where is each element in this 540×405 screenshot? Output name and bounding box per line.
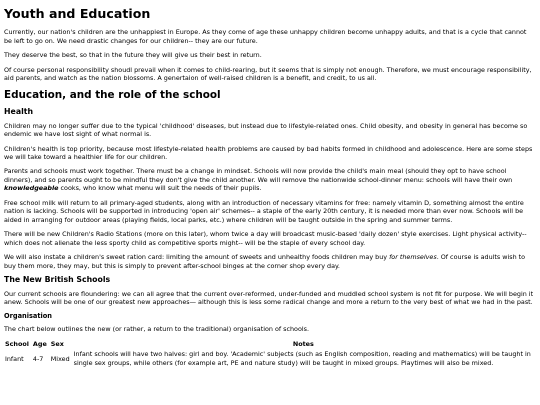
health-paragraph: Children's health is top priority, because most lifestyle-related health problems are caused by bad habits formed in childhood and adolescence. Here are some steps we will take toward a healthier life for our children. <box>4 144 533 161</box>
table-row <box>4 350 534 367</box>
column-header-age: Age <box>32 339 47 348</box>
meals-text: Parents and schools must work together. There must be a change in mindset. Schools will now provide the child's main meal (should they opt to have school dinners), and so parents ought to be mindful they don't give the child another. We will remove the nationwide school-dinner menu: schools will have their own <box>4 167 513 184</box>
health-paragraph: Free school milk will return to all primary-aged students, along with an introduction of necessary vitamins for free: namely vitamin D, something almost the entire nation is lacking. Schools will be supported in introducing 'open air' schemes-- a staple of the early 20th century, it is needed more than ever now. Schools will be aided in arranging for outdoor areas (playing fields, local parks, etc.) where children will be taught outside in the spring and summer terms. <box>4 198 524 224</box>
intro-paragraph: Currently, our nation's children are the unhappiest in Europe. As they come of age these unhappy children become unhappy adults, and that is a cycle that cannot be left to go on. We need drastic changes for our children-- they are our future. <box>4 28 527 45</box>
subsubsection-heading-organisation: Organisation <box>4 311 52 320</box>
column-header-notes: Notes <box>292 339 314 348</box>
sweets-text: . Of course is adults wish to buy them more, they may, but this is simply to prevent after-school binges at the corner shop every day. <box>4 253 526 270</box>
subsection-heading-health: Health <box>4 106 34 116</box>
cell-school: Infant <box>5 354 24 363</box>
cell-sex: Mixed <box>50 354 70 363</box>
health-paragraph: Children may no longer suffer due to the typical 'childhood' diseases, but instead due to lifestyle-related ones. Child obesity, and obesity in general has become so endemic we have lost sight of what normal is. <box>4 121 528 139</box>
table-header-row <box>4 340 534 350</box>
intro-paragraph: Of course personal responsibility shoudl prevail when it comes to child-rearing, but it seems that is simply not enough. Therefore, we must encourage responsibility, aid parents, and watch as the nation blossoms. A genertaion of well-raised children is a benefit, and credit, to us all. <box>4 65 532 83</box>
schools-table <box>2 340 536 367</box>
cell-age: 4-7 <box>32 354 44 363</box>
column-header-school: School <box>5 339 29 348</box>
health-paragraph-meals <box>4 167 536 192</box>
health-paragraph: There will be new Children's Radio Stations (more on this later), whom twice a day will broadcast music-based 'daily dozen' style exercises. Light physical activity-- which does not alienate the less sporty child as competitive sports might-- will be the staple of every school day. <box>4 230 527 247</box>
organisation-paragraph: The chart below outlines the new (or rather, a return to the traditional) organisation of schools. <box>4 325 310 334</box>
emphasis-for-themselves: for themselves <box>389 253 437 262</box>
health-paragraph-sweets <box>4 253 536 270</box>
column-header-sex: Sex <box>50 339 64 348</box>
section-heading-education: Education, and the role of the school <box>4 88 221 101</box>
schools-paragraph: Our current schools are floundering: we can all agree that the current over-reformed, under-funded and muddled school system is not fit for purpose. We will begin it anew. Schools will be one of our greatest new approaches— although this is less some radical change and more a return to the very best of what we had in the past. <box>4 289 534 307</box>
intro-paragraph: They deserve the best, so that in the future they will give us their best in return. <box>4 51 262 60</box>
cell-notes: Infant schools will have two halves: girl and boy. 'Academic' subjects (such as English composition, reading and mathematics) will be taught in single sex groups, while others (for example art, PE and nature study) will be taught in mixed groups. Playtimes will also be mixed. <box>73 350 531 367</box>
sweets-text: We will also instate a children's sweet ration card: limiting the amount of sweets and unhealthy foods children may buy <box>4 253 390 262</box>
page-title: Youth and Education <box>4 6 151 21</box>
subsection-heading-schools: The New British Schools <box>4 274 111 284</box>
meals-text: cooks, who know what menu will suit the needs of their pupils. <box>58 184 262 193</box>
keyword-knowledgeable: knowledgeable <box>4 184 59 193</box>
